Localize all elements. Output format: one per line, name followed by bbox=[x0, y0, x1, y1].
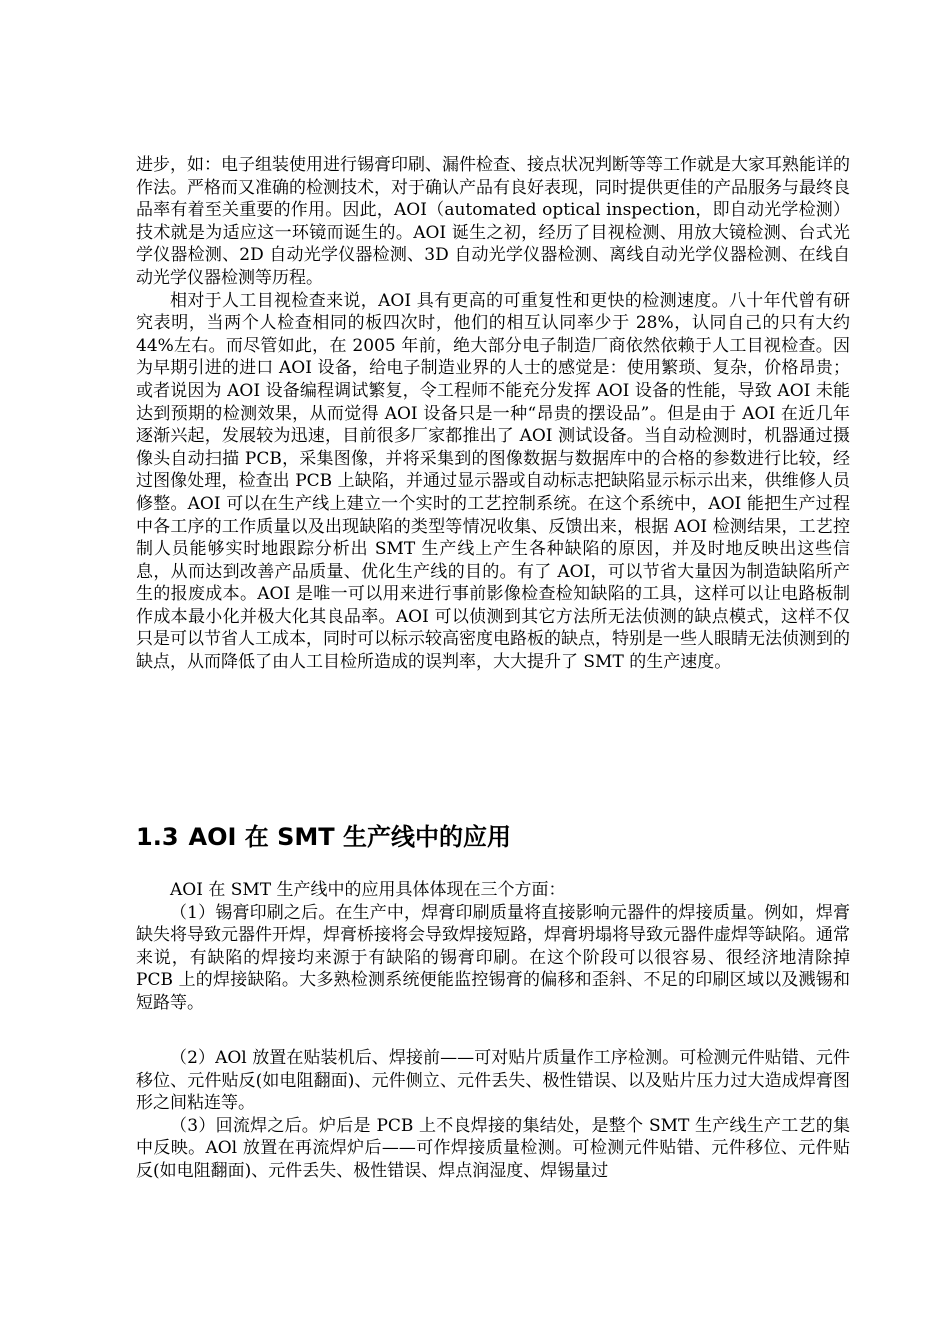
section-number: 1.3 bbox=[136, 823, 179, 851]
list-item-3: （3）回流焊之后。炉后是 PCB 上不良焊接的集结处，是整个 SMT 生产线生产工艺的集中反映。AOl 放置在再流焊炉后——可作焊接质量检测。可检测元件贴错、元件移位、元件贴反(如电阻翻面)、元件丢失、极性错误、焊点润湿度、焊锡量过 bbox=[136, 1115, 850, 1181]
body-block-top bbox=[136, 154, 850, 674]
section-heading bbox=[136, 820, 850, 854]
paragraph-aoi-vs-manual: 相对于人工目视检查来说，AOI 具有更高的可重复性和更快的检测速度。八十年代曾有研究表明，当两个人检查相同的板四次时，他们的相互认同率少于 28%，认同自己的只有大约 44%左右。而尽管如此，在 2005 年前，绝大部分电子制造厂商依然依赖于人工目视检查。因为早期引进的进口 AOI 设备，给电子制造业界的人士的感觉是：使用繁琐、复杂，价格昂贵；或者说因为 AOI 设备编程调试繁复，令工程师不能充分发挥 AOI 设备的性能，导致 AOI 未能达到预期的检测效果，从而觉得 AOI 设备只是一种“昂贵的摆设品”。但是由于 AOI 在近几年逐渐兴起，发展较为迅速，目前很多厂家都推出了 AOI 测试设备。当自动检测时，机器通过摄像头自动扫描 PCB，采集图像，并将采集到的图像数据与数据库中的合格的参数进行比较，经过图像处理，检查出 PCB 上缺陷，并通过显示器或自动标志把缺陷显示标示出来，供维修人员修整。AOI 可以在生产线上建立一个实时的工艺控制系统。在这个系统中，AOI 能把生产过程中各工序的工作质量以及出现缺陷的类型等情况收集、反馈出来，根据 AOI 检测结果，工艺控制人员能够实时地跟踪分析出 SMT 生产线上产生各种缺陷的原因，并及时地反映出这些信息，从而达到改善产品质量、优化生产线的目的。有了 AOI，可以节省大量因为制造缺陷所产生的报废成本。AOI 是唯一可以用来进行事前影像检查检知缺陷的工具，这样可以让电路板制作成本最小化并极大化其良品率。AOI 可以侦测到其它方法所无法侦测的缺点模式，这样不仅只是可以节省人工成本，同时可以标示较高密度电路板的缺点，特别是一些人眼睛无法侦测到的缺点，从而降低了由人工目检所造成的误判率，大大提升了 SMT 的生产速度。 bbox=[136, 290, 850, 673]
body-block-applications bbox=[136, 879, 850, 1015]
list-item-2: （2）AOl 放置在贴装机后、焊接前——可对贴片质量作工序检测。可检测元件贴错、元件移位、元件贴反(如电阻翻面)、元件侧立、元件丢失、极性错误、以及贴片压力过大造成焊膏图形之间粘连等。 bbox=[136, 1048, 850, 1114]
body-block-applications-cont bbox=[136, 1047, 850, 1183]
section-title: AOI 在 SMT 生产线中的应用 bbox=[188, 823, 512, 851]
list-item-1: （1）锡膏印刷之后。在生产中，焊膏印刷质量将直接影响元器件的焊接质量。例如，焊膏缺失将导致元器件开焊，焊膏桥接将会导致焊接短路，焊膏坍塌将导致元器件虚焊等缺陷。通常来说，有缺陷的焊接均来源于有缺陷的锡膏印刷。在这个阶段可以很容易、很经济地清除掉 PCB 上的焊接缺陷。大多熟检测系统便能监控锡膏的偏移和歪斜、不足的印刷区域以及溅锡和短路等。 bbox=[136, 902, 850, 1013]
paragraph-intro: AOI 在 SMT 生产线中的应用具体体现在三个方面： bbox=[170, 880, 566, 900]
paragraph-continued: 进步，如：电子组装使用进行锡膏印刷、漏件检查、接点状况判断等等工作就是大家耳熟能详的作法。严格而又准确的检测技术，对于确认产品有良好表现，同时提供更佳的产品服务与最终良品率有着至关重要的作用。因此，AOI（automated optical inspection，即自动光学检测）技术就是为适应这一环镜而诞生的。AOI 诞生之初，经历了目视检测、用放大镜检测、台式光学仪器检测、2D 自动光学仪器检测、3D 自动光学仪器检测、离线自动光学仪器检测、在线自动光学仪器检测等历程。 bbox=[136, 155, 850, 288]
